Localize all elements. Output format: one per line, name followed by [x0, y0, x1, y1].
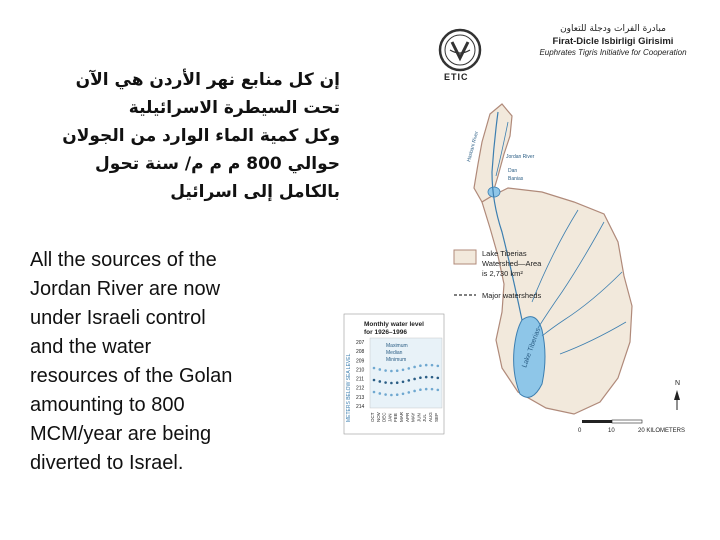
chart-point	[425, 388, 428, 391]
scale-label: 20 KILOMETERS	[638, 428, 686, 434]
arabic-line: تحت السيطرة الاسرائيلية	[128, 98, 340, 118]
chart-point	[384, 369, 387, 372]
chart-point	[413, 366, 416, 369]
chart-month-ticks	[370, 411, 439, 422]
chart-point	[431, 388, 434, 391]
chart-point	[408, 367, 411, 370]
chart-point	[379, 380, 382, 383]
watershed-area-main	[482, 188, 632, 414]
chart-point	[396, 381, 399, 384]
legend-watershed-line2: Watershed—Area	[482, 259, 542, 268]
arabic-line: حوالي 800 م م م/ سنة تحول	[95, 154, 340, 174]
legend-watershed-line3: is 2,730 km²	[482, 269, 523, 278]
chart-point	[437, 365, 440, 368]
chart-point	[408, 379, 411, 382]
river-label: Dan	[508, 168, 518, 174]
chart-point	[402, 392, 405, 395]
chart-point	[384, 393, 387, 396]
chart-point	[373, 379, 376, 382]
chart-point	[384, 381, 387, 384]
chart-point	[413, 390, 416, 393]
chart-legend-item: Minimum	[386, 357, 407, 363]
north-arrow-icon	[674, 390, 680, 400]
river-label: Jordan River	[506, 154, 535, 160]
lake-label: Lake Tiberias	[521, 327, 543, 369]
chart-point	[419, 376, 422, 379]
chart-point	[402, 368, 405, 371]
chart-point	[425, 376, 428, 379]
legend-watershed-line1: Lake Tiberias	[482, 249, 527, 258]
english-line: amounting to 800	[30, 394, 185, 416]
english-line: MCM/year are being	[30, 423, 212, 445]
chart-point	[408, 391, 411, 394]
english-line: diverted to Israel.	[30, 452, 184, 474]
chart-point	[379, 368, 382, 371]
legend-watershed-swatch	[454, 250, 476, 264]
chart-ytick-label: 208	[356, 349, 365, 356]
chart-point	[373, 367, 376, 370]
chart-month-label: JAN	[387, 413, 393, 422]
arabic-line: بالكامل إلى اسرائيل	[170, 182, 340, 202]
chart-month-label: APR	[404, 412, 410, 422]
chart-ytick-label: 213	[356, 394, 365, 401]
chart-point	[390, 382, 393, 385]
water-level-inset-chart	[344, 314, 444, 434]
chart-month-label: DEC	[381, 412, 387, 422]
chart-legend-item: Median	[386, 350, 403, 356]
chart-title-line2: for 1926–1996	[364, 329, 408, 336]
chart-ytick-label: 210	[356, 367, 365, 374]
watershed-map	[342, 92, 720, 442]
chart-title-line1: Monthly water level	[364, 321, 424, 328]
english-paragraph	[30, 246, 320, 478]
chart-month-label: MAR	[399, 412, 404, 422]
chart-point	[396, 369, 399, 372]
etic-label: ETIC	[444, 72, 469, 82]
chart-point	[419, 364, 422, 367]
arabic-paragraph	[62, 66, 340, 206]
org-name-arabic: مبادرة الفرات ودجلة للتعاون	[560, 24, 666, 34]
chart-point	[413, 378, 416, 381]
chart-month-label: FEB	[393, 413, 399, 422]
english-line: Jordan River are now	[30, 278, 221, 300]
chart-month-label: MAY	[410, 412, 416, 422]
river-label: Banias	[508, 176, 524, 182]
organization-header	[518, 24, 708, 57]
english-line: All the sources of the	[30, 249, 217, 271]
scale-label: 10	[608, 428, 615, 434]
chart-point	[419, 388, 422, 391]
scale-label: 0	[578, 428, 582, 434]
org-name-english: Euphrates Tigris Initiative for Cooperation	[539, 48, 687, 57]
chart-month-label: OCT	[370, 412, 375, 422]
arabic-line: وكل كمية الماء الوارد من الجولان	[62, 126, 340, 146]
chart-ytick-label: 209	[356, 358, 365, 365]
chart-ytick-label: 212	[356, 385, 365, 392]
english-line: and the water	[30, 336, 152, 358]
chart-month-label: NOV	[375, 412, 381, 422]
chart-month-label: JUL	[422, 413, 428, 422]
chart-ylabel: METERS BELOW SEA LEVEL	[346, 353, 352, 422]
river-label: Hasbani River	[466, 130, 481, 163]
org-name-turkish: Firat-Dicle Isbirligi Girisimi	[552, 36, 674, 47]
chart-point	[390, 370, 393, 373]
chart-ytick-label: 207	[356, 340, 365, 346]
chart-point	[431, 376, 434, 379]
chart-point	[431, 364, 434, 367]
chart-point	[390, 394, 393, 397]
chart-point	[379, 392, 382, 395]
chart-point	[402, 380, 405, 383]
chart-month-label: JUN	[416, 413, 422, 422]
chart-point	[396, 393, 399, 396]
english-line: under Israeli control	[30, 307, 206, 329]
chart-point	[425, 364, 428, 367]
chart-ytick-label: 214	[356, 404, 365, 410]
chart-ytick-label: 211	[356, 376, 364, 383]
chart-point	[437, 389, 440, 392]
chart-point	[373, 391, 376, 394]
chart-month-label: AUG	[428, 412, 433, 422]
north-label: N	[675, 380, 681, 387]
legend-major-watersheds: Major watersheds	[482, 291, 542, 300]
scale-bar	[578, 420, 685, 434]
chart-point	[437, 377, 440, 380]
chart-month-label: SEP	[433, 412, 439, 422]
chart-legend-item: Maximum	[386, 343, 408, 349]
english-line: resources of the Golan	[30, 365, 233, 387]
arabic-line: إن كل منابع نهر الأردن هي الآن	[75, 70, 340, 90]
